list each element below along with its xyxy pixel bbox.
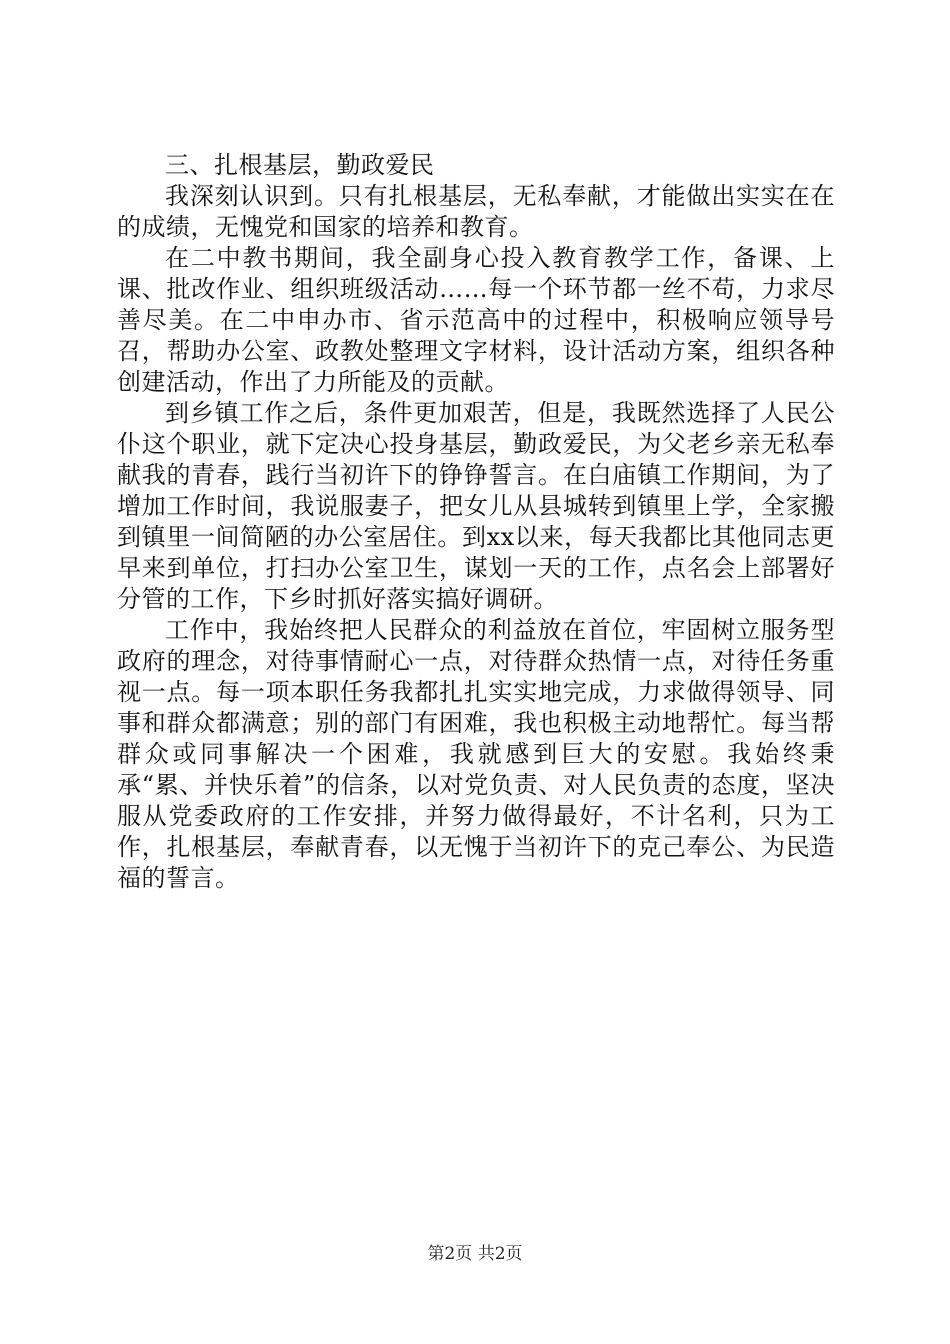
section-heading: 三、扎根基层，勤政爱民 (165, 151, 435, 179)
paragraph-3: 到乡镇工作之后，条件更加艰苦，但是，我既然选择了人民公仆这个职业，就下定决心投身基层，勤政爱民，为父老乡亲无私奉献我的青春，践行当初许下的铮铮誓言。在白庙镇工作期间，为了增加工作时间，我说服妻子，把女儿从县城转到镇里上学，全家搬到镇里一间简陋的办公室居住。到xx以来，每天我都比其他同志更早来到单位，打扫办公室卫生，谋划一天的工作，点名会上部署好分管的工作，下乡时抓好落实搞好调研。 (117, 399, 835, 613)
page-footer (0, 1243, 950, 1265)
page-number-label: 第2页 共2页 (427, 1244, 523, 1264)
document-body (117, 150, 835, 894)
paragraph-1: 我深刻认识到。只有扎根基层，无私奉献，才能做出实实在在的成绩，无愧党和国家的培养和教育。 (117, 182, 835, 241)
paragraph-4: 工作中，我始终把人民群众的利益放在首位，牢固树立服务型政府的理念，对待事情耐心一点，对待群众热情一点，对待任务重视一点。每一项本职任务我都扎扎实实地完成，力求做得领导、同事和群众都满意；别的部门有困难，我也积极主动地帮忙。每当帮群众或同事解决一个困难，我就感到巨大的安慰。我始终秉承“累、并快乐着”的信条，以对党负责、对人民负责的态度，坚决服从党委政府的工作安排，并努力做得最好，不计名利，只为工作，扎根基层，奉献青春，以无愧于当初许下的克己奉公、为民造福的誓言。 (117, 616, 835, 892)
paragraph-2: 在二中教书期间，我全副身心投入教育教学工作，备课、上课、批改作业、组织班级活动……每一个环节都一丝不苟，力求尽善尽美。在二中申办市、省示范高中的过程中，积极响应领导号召，帮助办公室、政教处整理文字材料，设计活动方案，组织各种创建活动，作出了力所能及的贡献。 (117, 244, 835, 396)
